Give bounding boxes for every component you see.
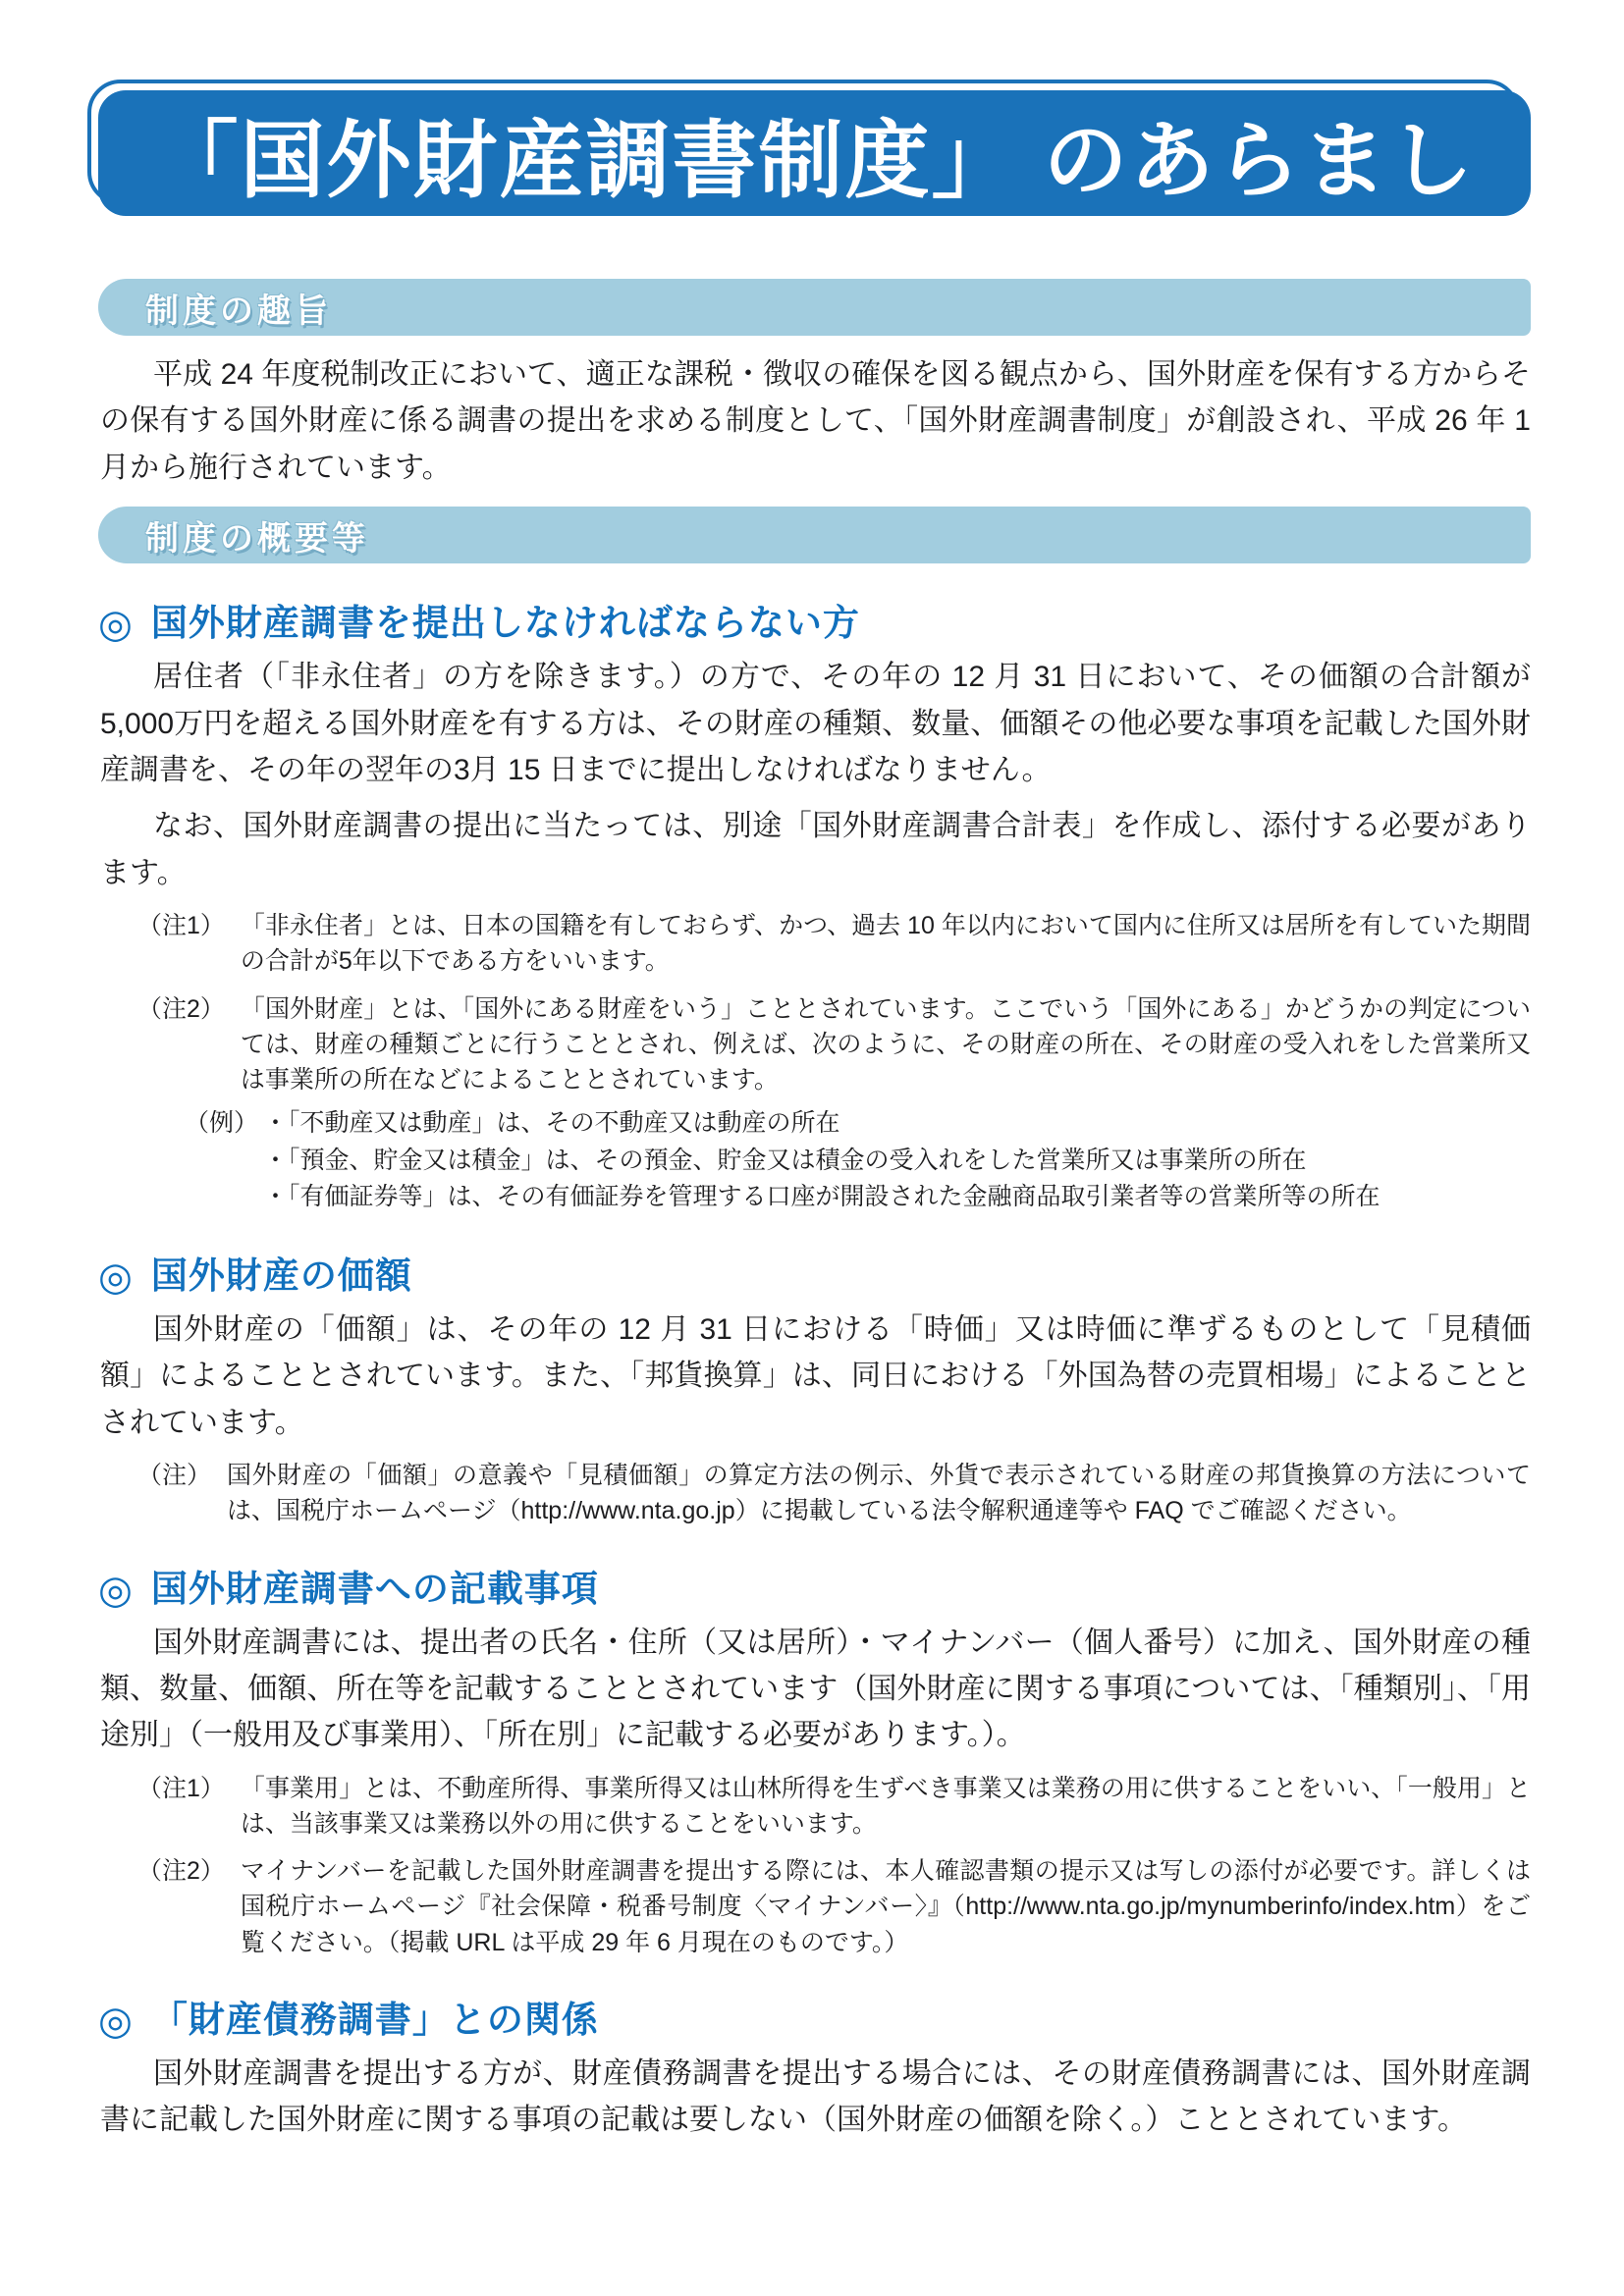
note-item	[137, 1853, 1531, 1960]
title-banner	[98, 90, 1531, 216]
note-item	[137, 1771, 1531, 1842]
section-band-purpose	[98, 279, 1531, 336]
note-label: （注2）	[137, 994, 225, 1023]
subsection-who-heading-text: 国外財産調書を提出しなければならない方	[150, 603, 860, 644]
double-circle-icon: ◎	[98, 1568, 134, 1612]
subsection-value-heading-text: 国外財産の価額	[150, 1255, 412, 1296]
subsection-entries-heading-text: 国外財産調書への記載事項	[150, 1568, 599, 1609]
page-title: 「国外財産調書制度」 のあらまし	[153, 114, 1476, 208]
section-band-purpose-label: 制度の趣旨	[145, 292, 332, 330]
note-label: （注2）	[137, 1857, 225, 1886]
subsection-relation-heading-text: 「財産債務調書」との関係	[150, 1999, 599, 2040]
purpose-paragraph: 平成 24 年度税制改正において、適正な課税・徴収の確保を図る観点から、国外財産を保有する方からその保有する国外財産に係る調書の提出を求める制度として、「国外財産調書制度」が創設され、平成 26 年 1 月から施行されています。	[100, 358, 1531, 484]
title-banner-box	[98, 90, 1531, 216]
example-label: （例）	[185, 1109, 259, 1138]
subsection-value	[98, 1246, 1531, 1529]
entries-paragraph: 国外財産調書には、提出者の氏名・住所（又は居所）・マイナンバー（個人番号）に加え、国外財産の種類、数量、価額、所在等を記載することとされています（国外財産に関する事項については、「種類別」、「用途別」（一般用及び事業用）、「所在別」に記載する必要があります。）。	[100, 1626, 1531, 1752]
example-row	[185, 1105, 1531, 1143]
relation-paragraph: 国外財産調書を提出する方が、財産債務調書を提出する場合には、その財産債務調書には、国外財産調書に記載した国外財産に関する事項の記載は要しない（国外財産の価額を除く。）こととされています。	[100, 2056, 1531, 2137]
who-paragraph-1: 居住者（「非永住者」の方を除きます。）の方で、その年の 12 月 31 日において、その価額の合計額が5,000万円を超える国外財産を有する方は、その財産の種類、数量、価額その他必要な事項を記載した国外財産調書を、その年の翌年の3月 15 日までに提出しなければなりません。	[100, 661, 1531, 786]
subsection-value-heading	[98, 1246, 1531, 1299]
note-item	[137, 908, 1531, 980]
subsection-who	[98, 593, 1531, 1216]
note-text: 「国外財産」とは、「国外にある財産をいう」こととされています。ここでいう「国外にある」かどうかの判定については、財産の種類ごとに行うこととされ、例えば、次のように、その財産の所在、その財産の受入れをした営業所又は事業所の所在などによることとされています。	[240, 994, 1531, 1095]
subsection-relation	[98, 1990, 1531, 2144]
note-text: 「事業用」とは、不動産所得、事業所得又は山林所得を生ずべき事業又は業務の用に供することをいい、「一般用」とは、当該事業又は業務以外の用に供することをいいます。	[240, 1774, 1531, 1838]
double-circle-icon: ◎	[98, 1999, 134, 2043]
subsection-entries	[98, 1559, 1531, 1960]
who-paragraph-2: なお、国外財産調書の提出に当たっては、別途「国外財産調書合計表」を作成し、添付する必要があります。	[100, 810, 1531, 889]
example-item: ・「不動産又は動産」は、その不動産又は動産の所在	[263, 1109, 840, 1138]
example-item: ・「預金、貯金又は積金」は、その預金、貯金又は積金の受入れをした営業所又は事業所の所在	[263, 1146, 1307, 1174]
example-item: ・「有価証券等」は、その有価証券を管理する口座が開設された金融商品取引業者等の営業所等の所在	[263, 1183, 1380, 1211]
note-label: （注1）	[137, 912, 225, 940]
note-text: 「非永住者」とは、日本の国籍を有しておらず、かつ、過去 10 年以内において国内に住所又は居所を有していた期間の合計が5年以下である方をいいます。	[240, 912, 1531, 976]
note-item	[137, 1458, 1531, 1529]
subsection-entries-heading	[98, 1559, 1531, 1612]
note-label: （注1）	[137, 1774, 225, 1802]
section-band-overview-label: 制度の概要等	[145, 519, 369, 558]
value-paragraph: 国外財産の「価額」は、その年の 12 月 31 日における「時価」又は時価に準ずるものとして「見積価額」によることとされています。また、「邦貨換算」は、同日における「外国為替の売買相場」によることとされています。	[100, 1312, 1531, 1439]
note-label: （注）	[137, 1462, 212, 1490]
subsection-who-heading	[98, 593, 1531, 646]
note-text: 国外財産の「価額」の意義や「見積価額」の算定方法の例示、外貨で表示されている財産の邦貨換算の方法については、国税庁ホームページ（http://www.nta.go.jp）に掲載している法令解釈通達等や FAQ でご確認ください。	[227, 1462, 1531, 1525]
note-text: マイナンバーを記載した国外財産調書を提出する際には、本人確認書類の提示又は写しの添付が必要です。詳しくは国税庁ホームページ『社会保障・税番号制度〈マイナンバー〉』（http://www.nta.go.jp/mynumberinfo/index.htm）をご覧ください。（掲載 URL は平成 29 年 6 月現在のものです。）	[240, 1857, 1531, 1956]
double-circle-icon: ◎	[98, 1255, 134, 1299]
double-circle-icon: ◎	[98, 603, 134, 647]
subsection-relation-heading	[98, 1990, 1531, 2043]
example-block	[185, 1105, 1531, 1216]
note-item	[137, 991, 1531, 1098]
section-band-overview	[98, 507, 1531, 563]
